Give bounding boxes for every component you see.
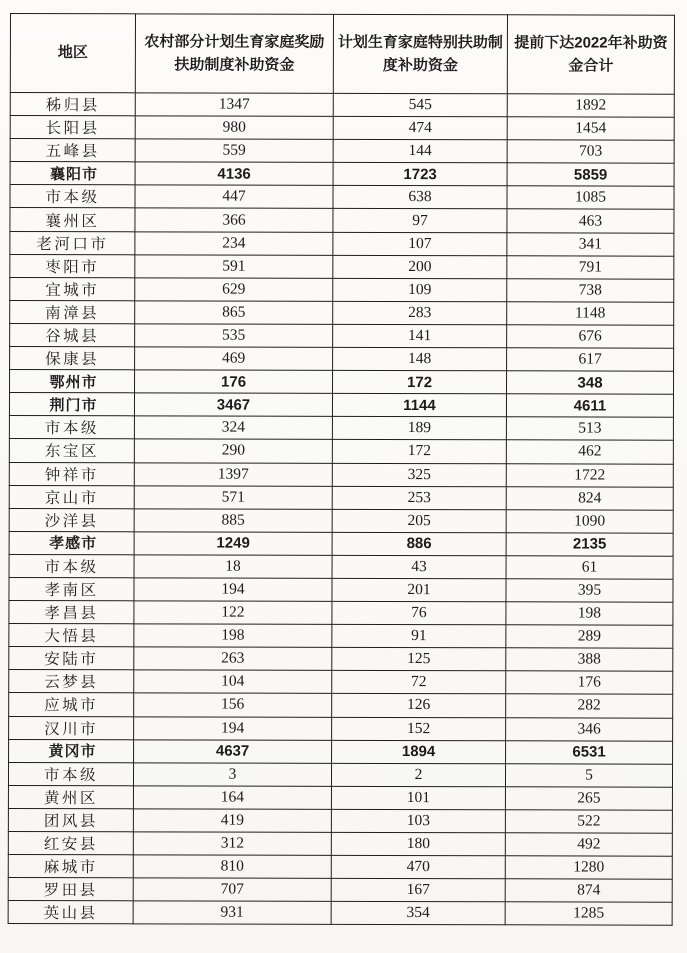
fund-value: 638 bbox=[333, 186, 507, 210]
fund-value: 980 bbox=[135, 116, 333, 140]
region-name: 长阳县 bbox=[10, 116, 135, 139]
region-name: 市本级 bbox=[8, 762, 133, 785]
region-name: 市本级 bbox=[9, 554, 134, 577]
fund-value: 167 bbox=[331, 879, 505, 903]
region-name: 鄂州市 bbox=[10, 370, 135, 393]
col-header-region: 地区 bbox=[10, 14, 135, 93]
region-row bbox=[8, 855, 672, 880]
fund-value: 122 bbox=[134, 601, 332, 625]
region-row bbox=[9, 462, 673, 487]
region-name: 孝昌县 bbox=[9, 601, 134, 624]
region-row bbox=[10, 323, 674, 348]
fund-value: 707 bbox=[133, 878, 331, 902]
fund-value: 469 bbox=[135, 347, 333, 371]
fund-value: 283 bbox=[333, 301, 507, 325]
table-body bbox=[8, 93, 674, 926]
fund-value: 791 bbox=[507, 255, 674, 279]
region-name: 沙洋县 bbox=[9, 508, 134, 531]
region-row bbox=[10, 185, 674, 210]
region-row bbox=[9, 577, 673, 602]
region-name: 孝南区 bbox=[9, 577, 134, 600]
city-total-row bbox=[9, 739, 673, 764]
region-name: 孝感市 bbox=[9, 531, 134, 554]
subsidy-fund-table bbox=[8, 13, 675, 926]
fund-value: 76 bbox=[332, 601, 506, 625]
fund-value: 513 bbox=[506, 417, 673, 441]
region-name: 东宝区 bbox=[9, 439, 134, 462]
region-name: 市本级 bbox=[9, 416, 134, 439]
region-name: 襄州区 bbox=[10, 208, 135, 231]
fund-value: 931 bbox=[133, 901, 331, 925]
fund-value: 148 bbox=[333, 347, 507, 371]
fund-value: 348 bbox=[507, 371, 674, 395]
fund-value: 629 bbox=[135, 278, 333, 302]
fund-value: 492 bbox=[505, 833, 672, 857]
region-row bbox=[10, 231, 674, 256]
col-header-special-assist-fund: 计划生育家庭特别扶助制度补助资金 bbox=[333, 14, 507, 93]
city-total-row bbox=[10, 370, 674, 395]
fund-value: 703 bbox=[507, 140, 674, 164]
fund-value: 325 bbox=[332, 463, 506, 487]
fund-value: 72 bbox=[332, 671, 506, 695]
fund-value: 1397 bbox=[134, 462, 332, 486]
region-row bbox=[8, 878, 672, 903]
fund-value: 194 bbox=[134, 578, 332, 602]
fund-value: 18 bbox=[134, 555, 332, 579]
fund-value: 474 bbox=[333, 116, 507, 140]
fund-value: 1148 bbox=[507, 302, 674, 326]
fund-value: 1144 bbox=[332, 394, 506, 418]
fund-value: 346 bbox=[506, 717, 673, 741]
fund-value: 125 bbox=[332, 648, 506, 672]
region-row bbox=[10, 254, 674, 279]
fund-value: 97 bbox=[333, 209, 507, 233]
region-row bbox=[9, 554, 673, 579]
fund-value: 152 bbox=[332, 717, 506, 741]
region-row bbox=[10, 139, 674, 164]
region-row bbox=[10, 277, 674, 302]
region-row bbox=[9, 693, 673, 718]
fund-value: 824 bbox=[506, 486, 673, 510]
region-row bbox=[9, 670, 673, 695]
region-name: 五峰县 bbox=[10, 139, 135, 162]
fund-value: 156 bbox=[134, 693, 332, 717]
fund-value: 1090 bbox=[506, 509, 673, 533]
fund-value: 865 bbox=[135, 301, 333, 325]
fund-value: 43 bbox=[332, 555, 506, 579]
region-name: 京山市 bbox=[9, 485, 134, 508]
fund-value: 91 bbox=[332, 625, 506, 649]
region-row bbox=[8, 785, 672, 810]
fund-value: 366 bbox=[135, 208, 333, 232]
fund-value: 282 bbox=[506, 694, 673, 718]
fund-value: 289 bbox=[506, 625, 673, 649]
fund-value: 591 bbox=[135, 254, 333, 278]
region-row bbox=[8, 808, 672, 833]
fund-value: 676 bbox=[507, 325, 674, 349]
region-name: 荆门市 bbox=[9, 393, 134, 416]
fund-value: 1723 bbox=[333, 163, 507, 187]
fund-value: 324 bbox=[134, 416, 332, 440]
fund-value: 312 bbox=[133, 832, 331, 856]
region-name: 老河口市 bbox=[10, 231, 135, 254]
fund-value: 144 bbox=[333, 140, 507, 164]
region-name: 安陆市 bbox=[9, 647, 134, 670]
fund-value: 395 bbox=[506, 579, 673, 603]
region-row bbox=[9, 624, 673, 649]
col-header-2022-total-fund: 提前下达2022年补助资金合计 bbox=[507, 15, 674, 94]
region-row bbox=[9, 485, 673, 510]
fund-value: 1347 bbox=[135, 93, 333, 117]
region-name: 罗田县 bbox=[8, 878, 133, 901]
fund-value: 164 bbox=[133, 786, 331, 810]
fund-value: 198 bbox=[506, 602, 673, 626]
fund-value: 462 bbox=[506, 440, 673, 464]
fund-value: 463 bbox=[507, 209, 674, 233]
fund-value: 172 bbox=[333, 370, 507, 394]
region-name: 红安县 bbox=[8, 831, 133, 854]
fund-value: 4136 bbox=[135, 162, 333, 186]
region-row bbox=[10, 347, 674, 372]
fund-value: 886 bbox=[332, 532, 506, 556]
fund-value: 419 bbox=[133, 809, 331, 833]
fund-value: 447 bbox=[135, 185, 333, 209]
fund-value: 522 bbox=[505, 810, 672, 834]
region-name: 谷城县 bbox=[10, 323, 135, 346]
fund-value: 126 bbox=[332, 694, 506, 718]
region-name: 钟祥市 bbox=[9, 462, 134, 485]
region-row bbox=[9, 647, 673, 672]
fund-value: 354 bbox=[331, 902, 505, 926]
region-name: 南漳县 bbox=[10, 300, 135, 323]
fund-value: 253 bbox=[332, 486, 506, 510]
region-name: 麻城市 bbox=[8, 855, 133, 878]
fund-value: 6531 bbox=[506, 740, 673, 764]
fund-value: 205 bbox=[332, 509, 506, 533]
fund-value: 3467 bbox=[134, 393, 332, 417]
fund-value: 234 bbox=[135, 231, 333, 255]
fund-value: 290 bbox=[134, 439, 332, 463]
region-name: 汉川市 bbox=[9, 716, 134, 739]
fund-value: 571 bbox=[134, 485, 332, 509]
region-row bbox=[10, 116, 674, 141]
region-row bbox=[10, 93, 674, 118]
fund-value: 545 bbox=[333, 93, 507, 117]
fund-value: 470 bbox=[331, 855, 505, 879]
region-row bbox=[8, 831, 672, 856]
fund-value: 176 bbox=[135, 370, 333, 394]
fund-value: 107 bbox=[333, 232, 507, 256]
region-row bbox=[9, 439, 673, 464]
header-row bbox=[10, 14, 674, 95]
fund-value: 874 bbox=[505, 879, 672, 903]
city-total-row bbox=[9, 393, 673, 418]
fund-value: 101 bbox=[331, 786, 505, 810]
fund-value: 109 bbox=[333, 278, 507, 302]
region-name: 团风县 bbox=[8, 808, 133, 831]
fund-value: 189 bbox=[332, 417, 506, 441]
fund-value: 198 bbox=[134, 624, 332, 648]
region-name: 黄州区 bbox=[8, 785, 133, 808]
region-name: 襄阳市 bbox=[10, 162, 135, 185]
fund-value: 1249 bbox=[134, 532, 332, 556]
region-row bbox=[8, 762, 672, 787]
fund-value: 341 bbox=[507, 232, 674, 256]
region-row bbox=[10, 300, 674, 325]
region-row bbox=[9, 508, 673, 533]
region-name: 枣阳市 bbox=[10, 254, 135, 277]
fund-value: 1285 bbox=[505, 902, 672, 926]
fund-value: 104 bbox=[134, 670, 332, 694]
region-name: 云梦县 bbox=[9, 670, 134, 693]
region-name: 宜城市 bbox=[10, 277, 135, 300]
city-total-row bbox=[9, 531, 673, 556]
region-name: 黄冈市 bbox=[9, 739, 134, 762]
region-name: 应城市 bbox=[9, 693, 134, 716]
fund-value: 4611 bbox=[506, 394, 673, 418]
region-name: 秭归县 bbox=[10, 93, 135, 116]
fund-value: 5 bbox=[505, 764, 672, 788]
fund-value: 1454 bbox=[507, 117, 674, 141]
region-name: 英山县 bbox=[8, 901, 133, 924]
fund-value: 535 bbox=[135, 324, 333, 348]
region-name: 市本级 bbox=[10, 185, 135, 208]
fund-value: 885 bbox=[134, 509, 332, 533]
fund-value: 1280 bbox=[505, 856, 672, 880]
region-row bbox=[9, 716, 673, 741]
fund-value: 172 bbox=[332, 440, 506, 464]
fund-value: 1722 bbox=[506, 463, 673, 487]
fund-value: 388 bbox=[506, 648, 673, 672]
fund-value: 559 bbox=[135, 139, 333, 163]
fund-value: 141 bbox=[333, 324, 507, 348]
region-row bbox=[8, 901, 672, 926]
fund-value: 617 bbox=[507, 348, 674, 372]
fund-value: 1894 bbox=[332, 740, 506, 764]
fund-value: 176 bbox=[506, 671, 673, 695]
fund-value: 201 bbox=[332, 578, 506, 602]
fund-value: 4637 bbox=[134, 739, 332, 763]
fund-value: 810 bbox=[133, 855, 331, 879]
fund-value: 738 bbox=[507, 279, 674, 303]
fund-value: 265 bbox=[505, 787, 672, 811]
fund-value: 180 bbox=[331, 832, 505, 856]
region-row bbox=[9, 416, 673, 441]
fund-value: 2135 bbox=[506, 533, 673, 557]
fund-value: 2 bbox=[331, 763, 505, 787]
fund-value: 263 bbox=[134, 647, 332, 671]
fund-value: 5859 bbox=[507, 163, 674, 187]
city-total-row bbox=[10, 162, 674, 187]
fund-value: 3 bbox=[133, 763, 331, 787]
fund-value: 194 bbox=[134, 716, 332, 740]
fund-value: 61 bbox=[506, 556, 673, 580]
fund-value: 1085 bbox=[507, 186, 674, 210]
fund-value: 103 bbox=[331, 809, 505, 833]
col-header-rural-reward-fund: 农村部分计划生育家庭奖励扶助制度补助资金 bbox=[135, 14, 333, 94]
fund-value: 1892 bbox=[507, 94, 674, 118]
fund-value: 200 bbox=[333, 255, 507, 279]
region-row bbox=[9, 601, 673, 626]
region-name: 保康县 bbox=[10, 347, 135, 370]
region-row bbox=[10, 208, 674, 233]
region-name: 大悟县 bbox=[9, 624, 134, 647]
